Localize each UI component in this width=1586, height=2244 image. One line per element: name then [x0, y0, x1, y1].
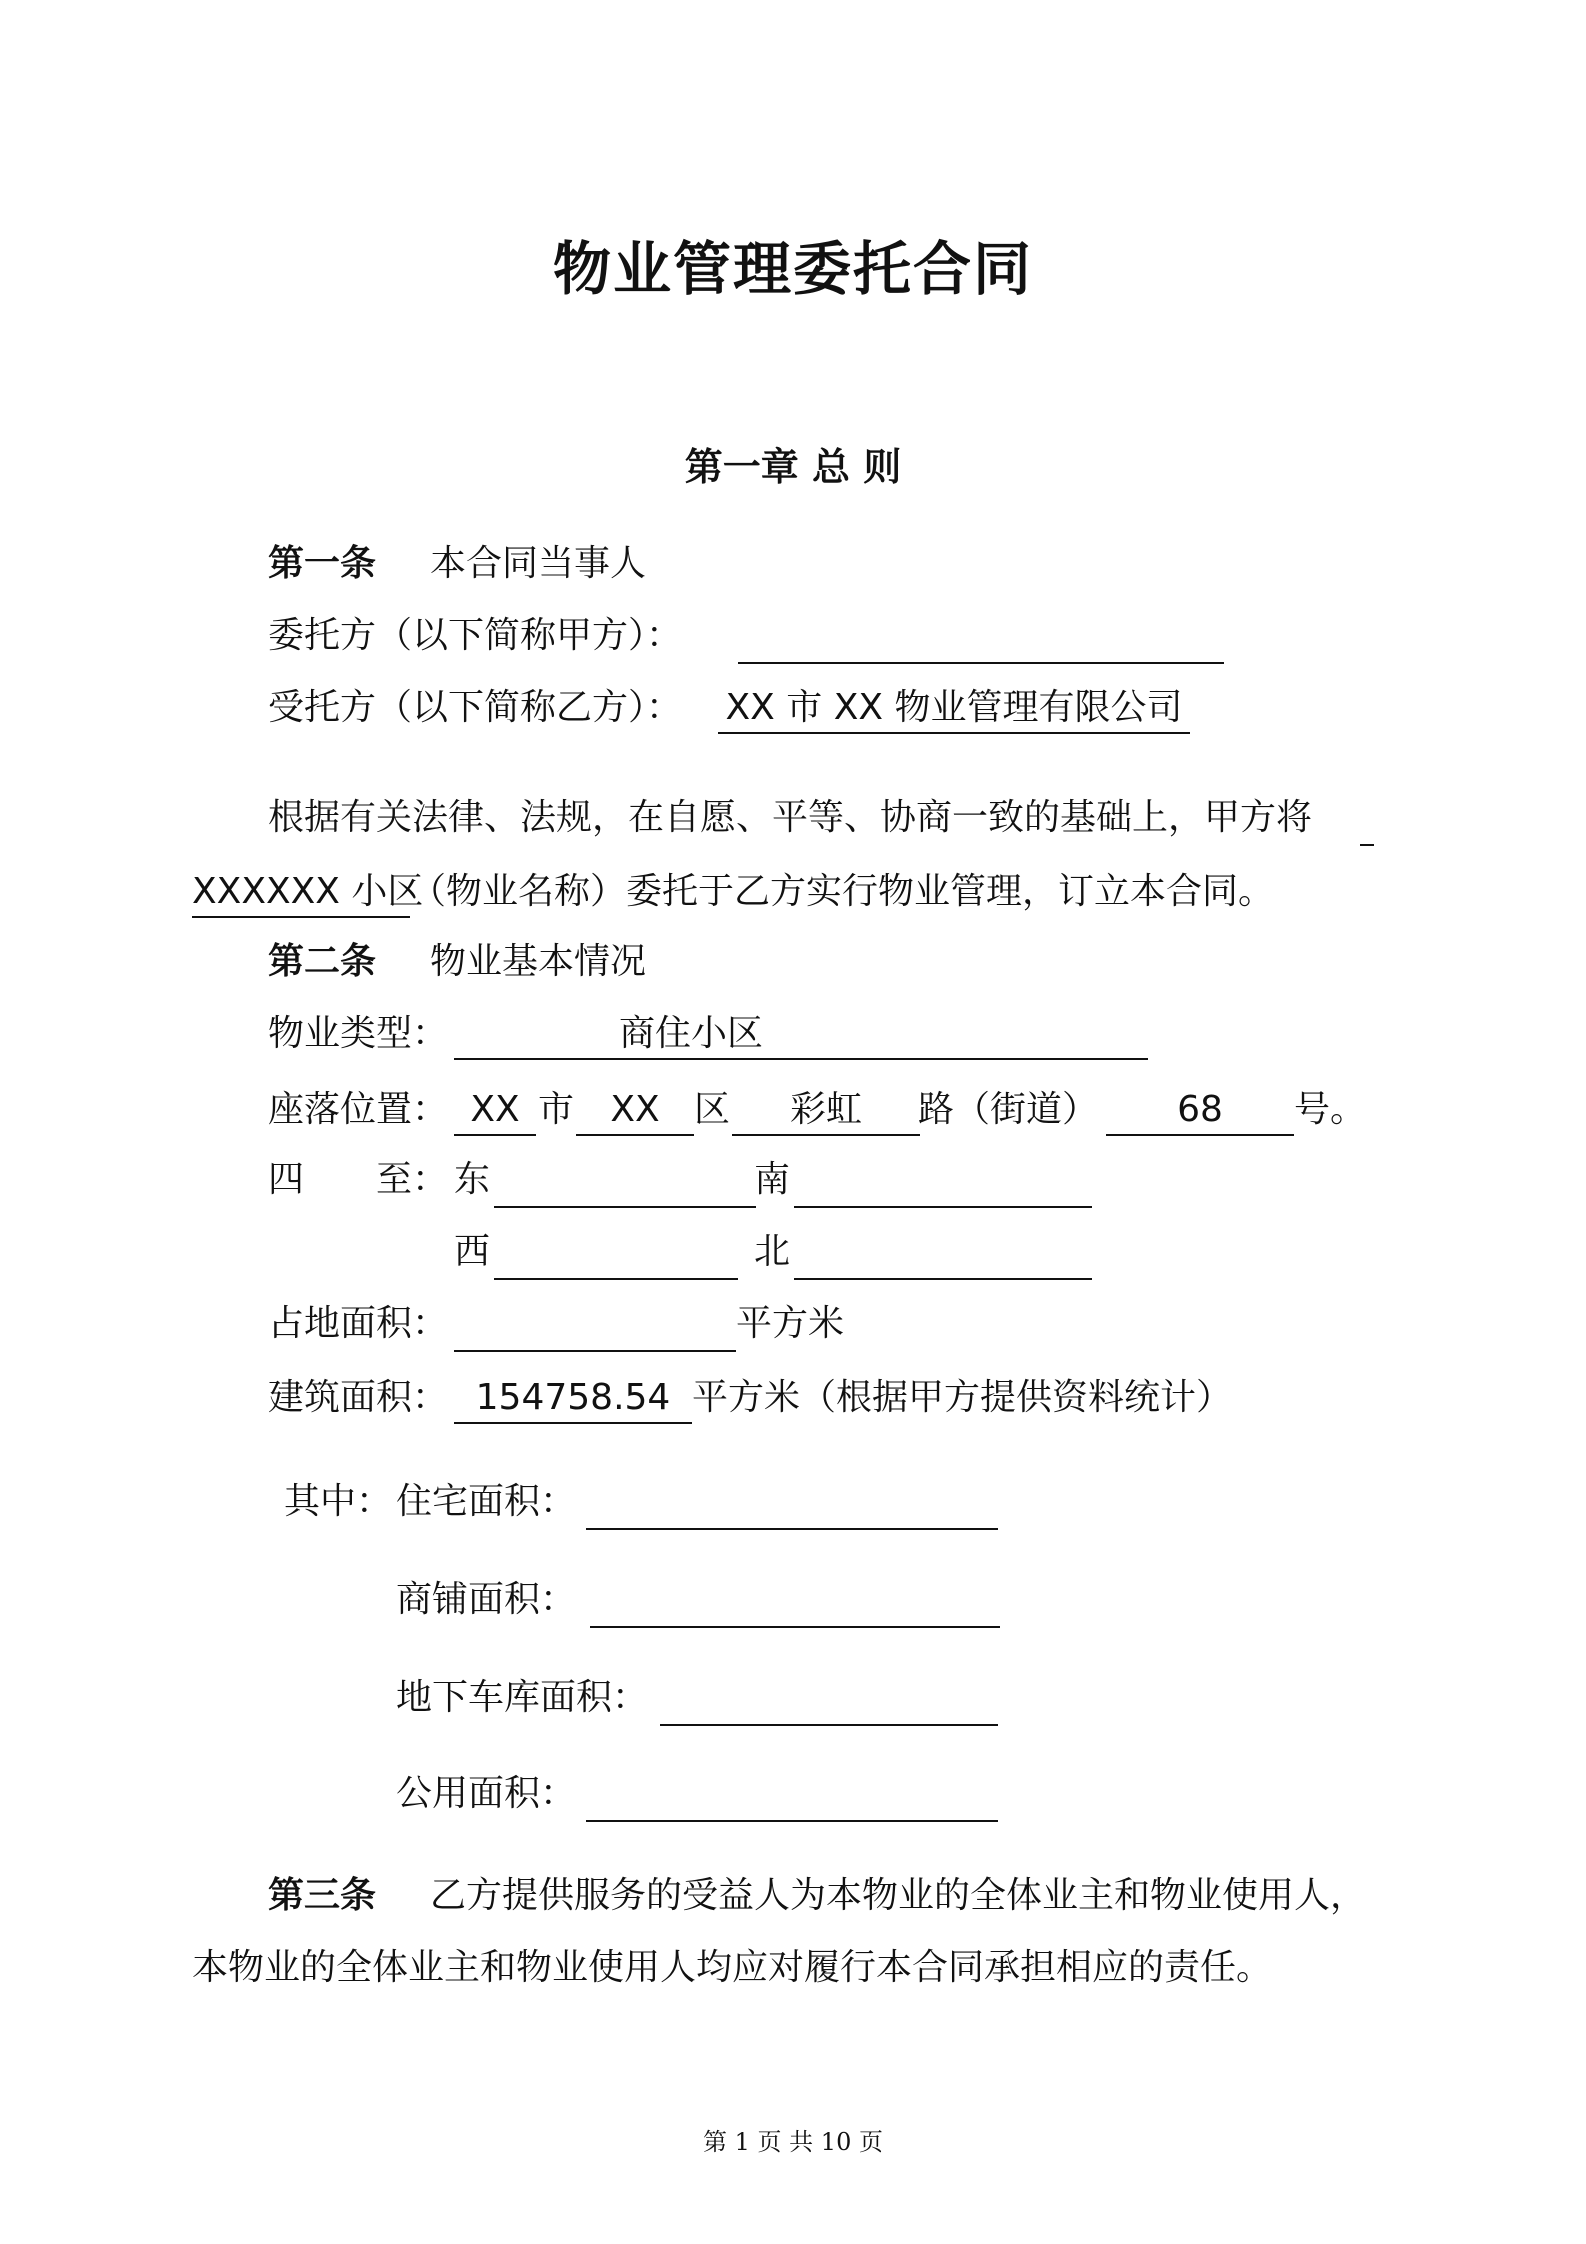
- article2-label: 第二条: [268, 941, 377, 982]
- south-label: 南: [754, 1159, 791, 1200]
- west-label: 西: [454, 1231, 491, 1272]
- of-which-label: 其中：: [284, 1481, 393, 1522]
- location-label: 座落位置：: [268, 1089, 449, 1130]
- city-value: XX: [454, 1086, 536, 1136]
- public-area-label: 公用面积：: [396, 1773, 577, 1814]
- property-type-value: 商住小区: [454, 1010, 1148, 1060]
- east-label: 东: [454, 1159, 491, 1200]
- article1-heading: 本合同当事人: [430, 543, 647, 584]
- residential-area-label: 住宅面积：: [396, 1481, 577, 1522]
- south-field[interactable]: [794, 1160, 1092, 1208]
- party-a-field[interactable]: [738, 616, 1224, 664]
- road-value: 彩虹: [732, 1086, 920, 1136]
- city-unit: 市: [538, 1089, 575, 1130]
- article3-label: 第三条: [268, 1875, 377, 1916]
- building-area-value: 154758.54: [454, 1374, 692, 1424]
- public-area-field[interactable]: [586, 1774, 998, 1822]
- chapter-heading: 第一章 总 则: [684, 445, 902, 489]
- west-field[interactable]: [494, 1232, 738, 1280]
- article1-para-line1: 根据有关法律、法规，在自愿、平等、协商一致的基础上，甲方将: [268, 797, 1313, 838]
- property-name-value: XXXXXX 小区: [192, 868, 410, 918]
- article1-label: 第一条: [268, 543, 377, 584]
- land-area-label: 占地面积：: [268, 1303, 449, 1344]
- bounds-label: 四 至：: [268, 1159, 449, 1200]
- building-area-label: 建筑面积：: [268, 1377, 449, 1418]
- article1-para-line2: （物业名称）委托于乙方实行物业管理，订立本合同。: [410, 871, 1275, 912]
- document-title: 物业管理委托合同: [552, 235, 1033, 303]
- north-label: 北: [754, 1231, 791, 1272]
- number-value: 68: [1106, 1086, 1294, 1136]
- page-footer: 第 1 页 共 10 页: [703, 2128, 883, 2156]
- article3-line2: 本物业的全体业主和物业使用人均应对履行本合同承担相应的责任。: [192, 1947, 1273, 1988]
- road-unit: 路（街道）: [918, 1089, 1099, 1130]
- district-value: XX: [576, 1086, 694, 1136]
- north-field[interactable]: [794, 1232, 1092, 1280]
- district-unit: 区: [694, 1089, 731, 1130]
- para-line1-blank: [1360, 798, 1374, 846]
- party-a-label: 委托方（以下简称甲方）：: [268, 615, 683, 656]
- land-area-unit: 平方米: [736, 1303, 845, 1344]
- party-b-label: 受托方（以下简称乙方）：: [268, 687, 683, 728]
- shop-area-label: 商铺面积：: [396, 1579, 577, 1620]
- article3-line1: 乙方提供服务的受益人为本物业的全体业主和物业使用人，: [430, 1875, 1367, 1916]
- building-area-unit: 平方米（根据甲方提供资料统计）: [692, 1377, 1233, 1418]
- residential-area-field[interactable]: [586, 1482, 998, 1530]
- garage-area-label: 地下车库面积：: [396, 1677, 649, 1718]
- garage-area-field[interactable]: [660, 1678, 998, 1726]
- property-type-label: 物业类型：: [268, 1013, 449, 1054]
- east-field[interactable]: [494, 1160, 756, 1208]
- article2-heading: 物业基本情况: [430, 941, 647, 982]
- land-area-field[interactable]: [454, 1304, 736, 1352]
- number-unit: 号。: [1294, 1089, 1367, 1130]
- shop-area-field[interactable]: [590, 1580, 1000, 1628]
- party-b-value: XX 市 XX 物业管理有限公司: [718, 684, 1190, 734]
